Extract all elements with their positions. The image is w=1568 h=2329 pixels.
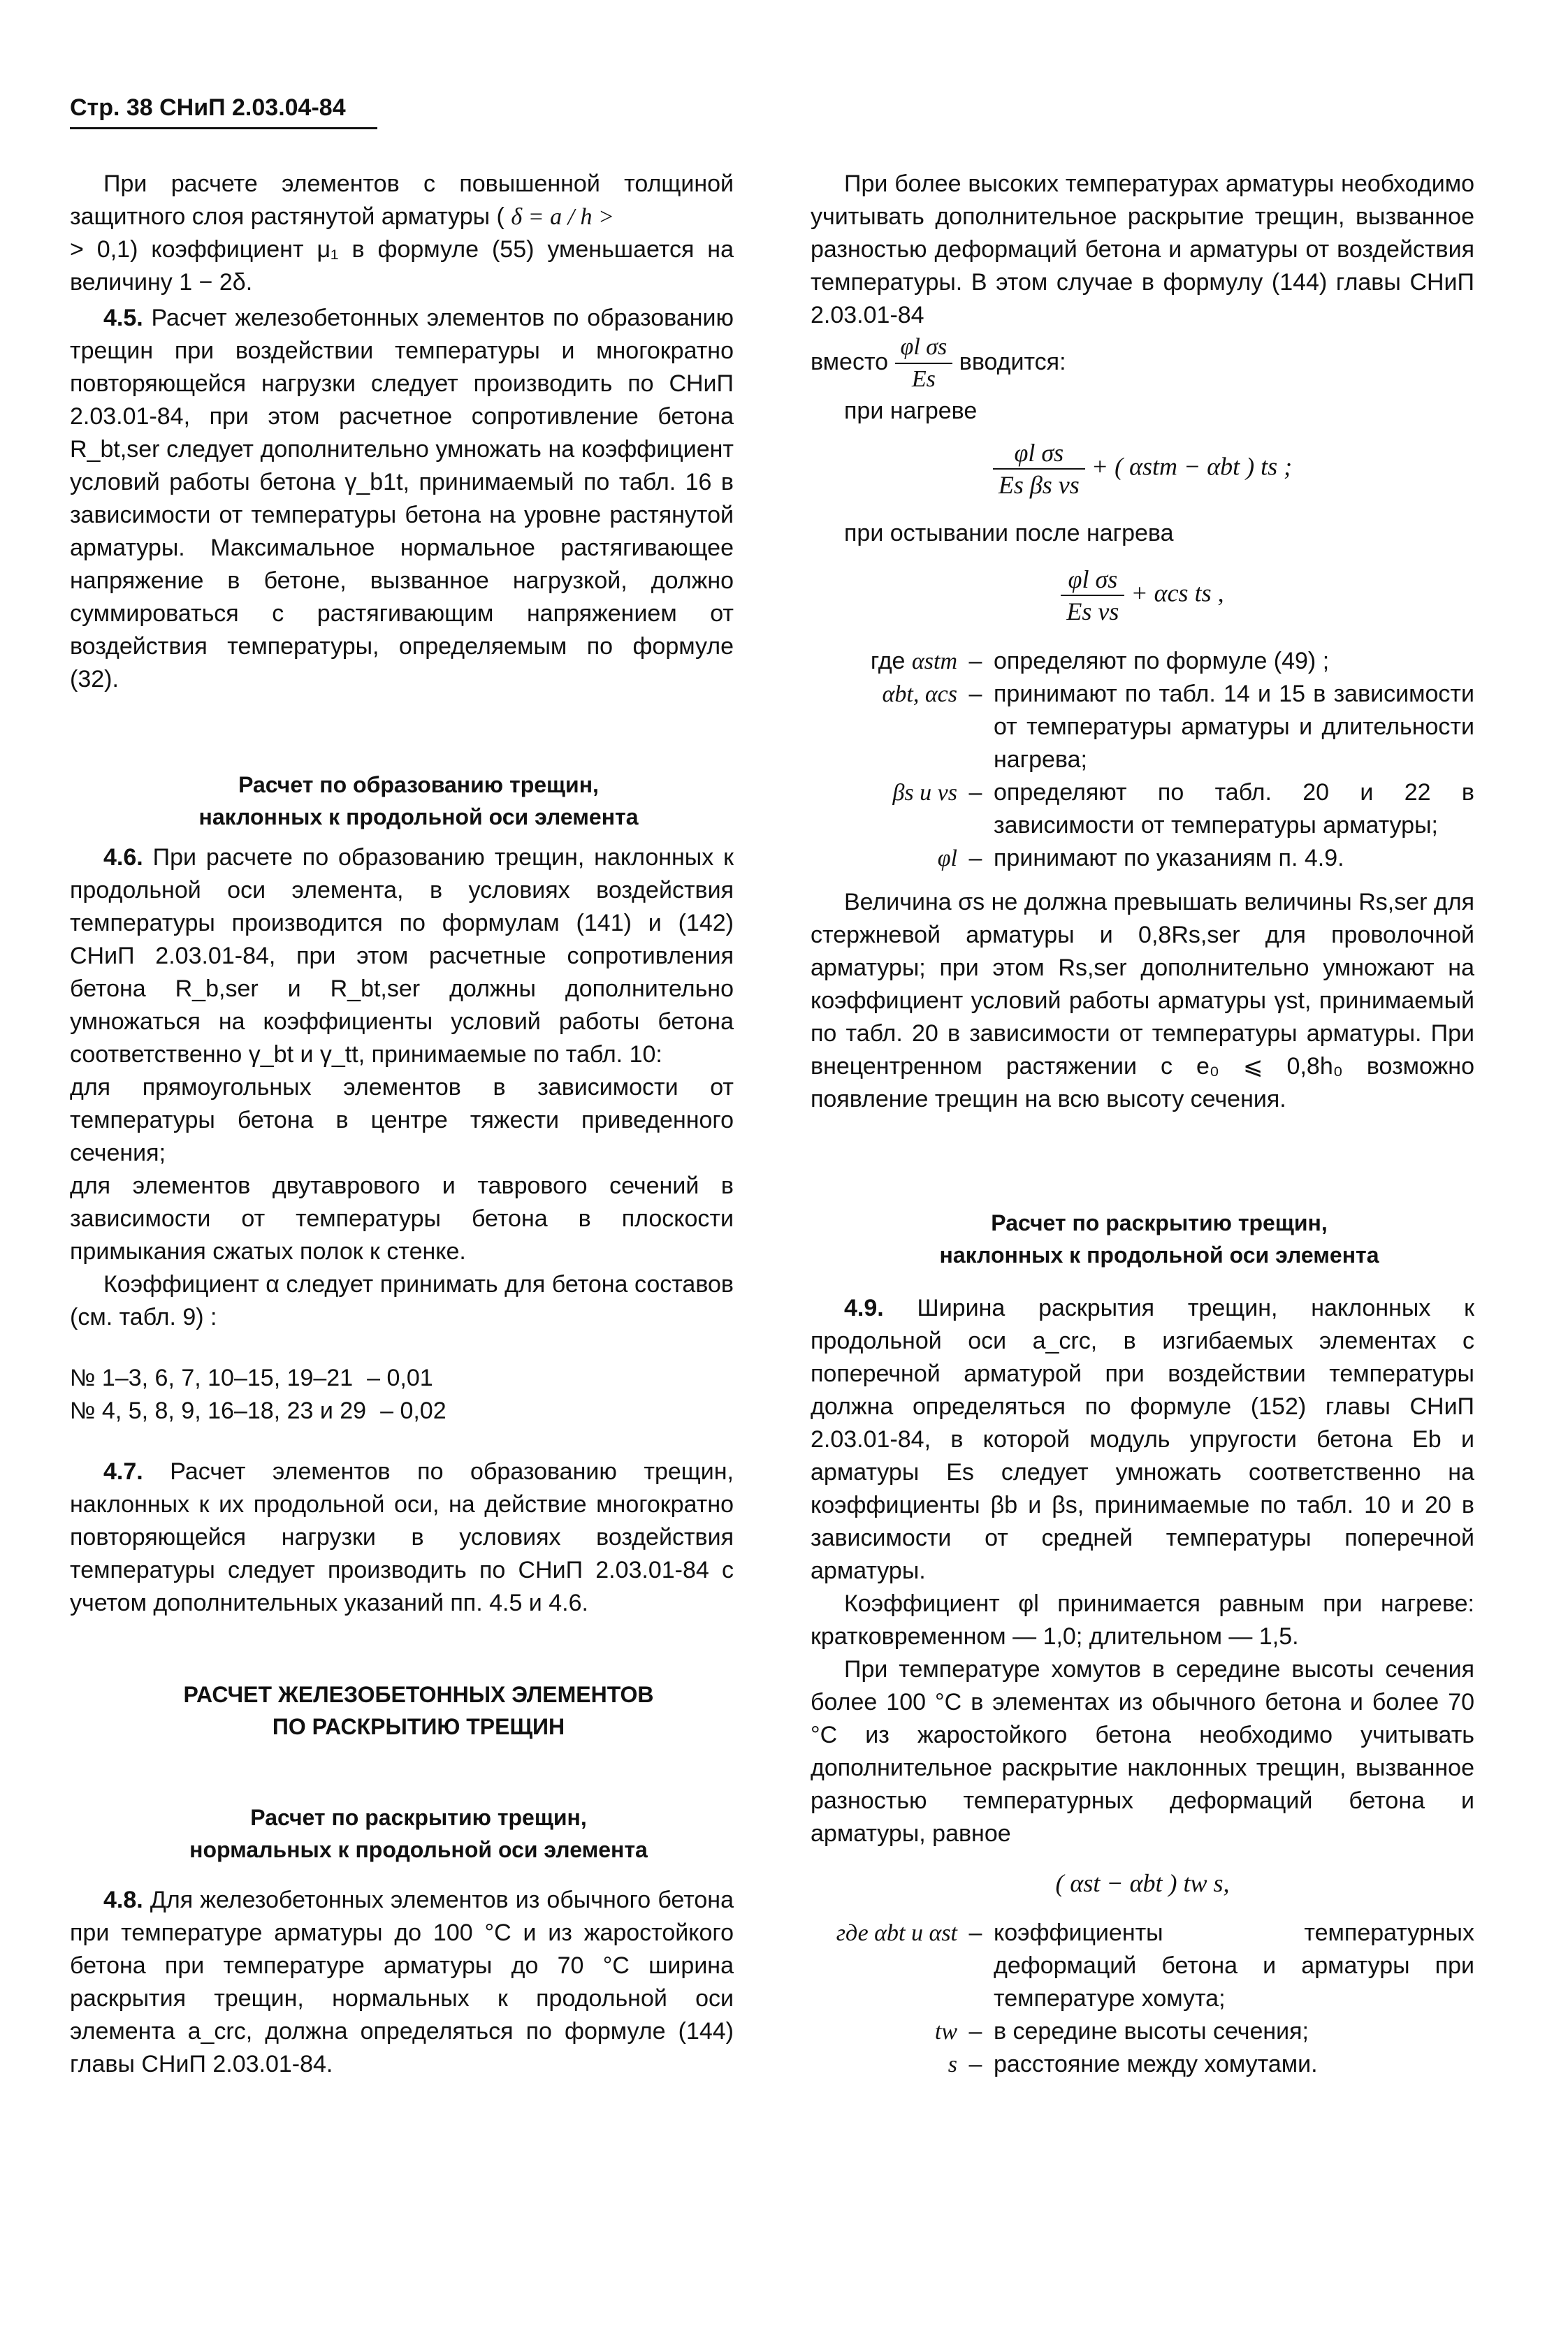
where-list	[811, 1917, 1474, 2081]
section-heading: Расчет по раскрытию трещин,	[250, 1805, 587, 1830]
section-heading: Расчет по раскрытию трещин,	[991, 1210, 1328, 1235]
chapter-heading-line2: ПО РАСКРЫТИЮ ТРЕЩИН	[272, 1714, 565, 1739]
where-list	[811, 645, 1474, 875]
clause-number: 4.5.	[103, 305, 143, 331]
where-text: коэффициенты температурных деформаций бетона и арматуры при температуре хомута;	[994, 1920, 1474, 2012]
formula-heating	[811, 437, 1474, 500]
paragraph-4-9	[811, 1292, 1474, 1588]
list-label: № 1–3, 6, 7, 10–15, 19–21	[70, 1365, 354, 1391]
paragraph-4-7	[70, 1456, 734, 1620]
where-dash: –	[968, 2018, 982, 2045]
where-symbol: αbt, αcs	[882, 681, 957, 707]
where-symbol: где αbt и αst	[836, 1920, 957, 1946]
section-heading: Расчет по образованию трещин,	[238, 772, 599, 797]
heating-label: при нагреве	[844, 398, 978, 424]
where-text: расстояние между хомутами.	[994, 2051, 1318, 2077]
where-symbol: φl	[937, 846, 957, 871]
where-text: принимают по указаниям п. 4.9.	[994, 845, 1344, 871]
fraction-numerator: φl σs	[895, 332, 953, 364]
list-label: № 4, 5, 8, 9, 16–18, 23 и 29	[70, 1398, 367, 1424]
clause-text: Ширина раскрытия трещин, наклонных к продольной оси a_crc, в изгибаемых элементах с поперечной арматурой при воздействии температуры должна определяться по формуле (152) главы СНиП 2.03.01-84, в которой модуль упругости бетона Eb и арматуры Es следует умножать соответственно на коэффициенты βb и βs, принимаемые по табл. 10 и 20 в зависимости от средней температуры поперечной арматуры.	[811, 1295, 1475, 1584]
formula-stirrups: ( αst − αbt ) tw s,	[1055, 1869, 1230, 1897]
formula-fraction	[1061, 564, 1124, 627]
page-header: Стр. 38 СНиП 2.03.04-84	[70, 92, 377, 129]
delta-formula: δ = a / h >	[511, 204, 614, 230]
paragraph-4-9-stirrups: При температуре хомутов в середине высоты сечения более 100 °С в элементах из обычного бетона и более 70 °С из жаростойкого бетона необходимо учитывать дополнительное раскрытие наклонных трещин, вызванное разностью температурных деформаций бетона и арматуры, равное	[811, 1656, 1474, 1847]
list-value: – 0,02	[380, 1398, 447, 1424]
section-heading-line2: наклонных к продольной оси элемента	[939, 1242, 1379, 1268]
vvoditsya-word: вводится:	[959, 348, 1066, 375]
where-symbol: βs и νs	[892, 780, 957, 806]
clause-text: Расчет элементов по образованию трещин, наклонных к их продольной оси, на действие многократно повторяющейся нагрузки в условиях воздействия температуры следует производить по СНиП 2.03.01-84 с учетом дополнительных указаний пп. 4.5 и 4.6.	[70, 1458, 734, 1616]
where-text: определяют по формуле (49) ;	[994, 648, 1330, 674]
paragraph-intro	[70, 168, 734, 233]
clause-number: 4.6.	[103, 844, 143, 871]
right-column	[811, 168, 1474, 2081]
fraction-denominator: Es νs	[1066, 597, 1119, 625]
clause-number: 4.9.	[844, 1295, 884, 1321]
paragraph-4-6-rect: для прямоугольных элементов в зависимости от температуры бетона в центре тяжести приведенного сечения;	[70, 1074, 734, 1166]
clause-text: Для железобетонных элементов из обычного бетона при температуре арматуры до 100 °С и из жаростойкого бетона при температуре арматуры до 70 °С ширина раскрытия трещин, нормальных к продольной оси элемента a_crc, должна определяться по формуле (144) главы СНиП 2.03.01-84.	[70, 1887, 734, 2077]
where-symbol: s	[948, 2052, 957, 2077]
clause-number: 4.7.	[103, 1458, 143, 1485]
intro-text-a: При расчете элементов с повышенной толщиной защитного слоя растянутой арматуры (	[70, 170, 734, 230]
where-dash: –	[968, 648, 982, 674]
list-item	[70, 1362, 734, 1395]
paragraph-high-temp: При более высоких температурах арматуры необходимо учитывать дополнительное раскрытие трещин, вызванное разностью деформаций бетона и арматуры от воздействия температуры. В этом случае в формулу (144) главы СНиП 2.03.01-84	[811, 170, 1474, 328]
clause-number: 4.8.	[103, 1887, 143, 1913]
paragraph-4-8	[70, 1884, 734, 2081]
clause-text: При расчете по образованию трещин, наклонных к продольной оси элемента, в условиях воздействия температуры производится по формулам (141) и (142) СНиП 2.03.01-84, при этом расчетные сопротивления бетона R_b,ser и R_bt,ser должны дополнительно умножаться на коэффициенты условий работы бетона соответственно γ_bt и γ_tt, принимаемые по табл. 10:	[70, 844, 734, 1068]
where-dash: –	[968, 845, 982, 871]
where-symbol: tw	[934, 2019, 957, 2045]
fraction-denominator: Es βs νs	[998, 471, 1080, 499]
section-heading-line2: нормальных к продольной оси элемента	[189, 1837, 648, 1862]
chapter-heading: РАСЧЕТ ЖЕЛЕЗОБЕТОННЫХ ЭЛЕМЕНТОВ	[183, 1682, 654, 1707]
where-dash: –	[968, 1920, 982, 1946]
list-value: – 0,01	[367, 1365, 433, 1391]
where-symbol: где αstm	[870, 648, 957, 674]
paragraph-4-5	[70, 302, 734, 696]
where-text: определяют по табл. 20 и 22 в зависимости от температуры арматуры;	[994, 779, 1474, 839]
inline-fraction	[895, 332, 953, 395]
paragraph-sigma-limit: Величина σs не должна превышать величины Rs,ser для стержневой арматуры и 0,8Rs,ser для проволочной арматуры; при этом Rs,ser дополнительно умножают на коэффициент условий работы арматуры γst, принимаемый по табл. 20 в зависимости от температуры арматуры. При внецентренном растяжении с e₀ ⩽ 0,8h₀ возможно появление трещин на всю высоту сечения.	[811, 889, 1474, 1112]
paragraph-4-6	[70, 841, 734, 1071]
fraction-denominator: Es	[911, 366, 936, 392]
where-dash: –	[968, 779, 982, 806]
formula-tail: + αcs ts ,	[1131, 579, 1224, 607]
cooling-label: при остывании после нагрева	[844, 520, 1174, 546]
list-item	[70, 1395, 734, 1428]
formula-cooling	[811, 564, 1474, 627]
paragraph-4-6-alpha: Коэффициент α следует принимать для бетона составов (см. табл. 9) :	[70, 1271, 734, 1330]
where-word: где	[870, 648, 906, 674]
formula-fraction	[993, 437, 1085, 500]
paragraph-4-6-tee: для элементов двутаврового и таврового сечений в зависимости от температуры бетона в плоскости примыкания сжатых полок к стенке.	[70, 1173, 734, 1265]
vmesto-word: вместо	[811, 348, 889, 375]
section-heading-line2: наклонных к продольной оси элемента	[198, 804, 639, 829]
where-dash: –	[968, 681, 982, 707]
vmesto-line	[811, 332, 1474, 395]
paragraph-4-9-phi: Коэффициент φl принимается равным при нагреве: кратковременном — 1,0; длительном — 1,5.	[811, 1590, 1474, 1650]
clause-text: Расчет железобетонных элементов по образованию трещин при воздействии температуры и многократно повторяющейся нагрузки следует производить по СНиП 2.03.01-84, при этом расчетное сопротивление бетона R_bt,ser следует дополнительно умножать на коэффициент условий работы бетона γ_b1t, принимаемый по табл. 16 в зависимости от температуры бетона на уровне растянутой арматуры. Максимальное нормальное растягивающее напряжение в бетоне, вызванное нагрузкой, должно суммироваться с растягивающим напряжением от воздействия температуры, определяемым по формуле (32).	[70, 305, 734, 692]
left-column	[70, 168, 734, 2081]
where-text: принимают по табл. 14 и 15 в зависимости от температуры арматуры и длительности нагрева;	[994, 681, 1474, 773]
where-dash: –	[968, 2051, 982, 2077]
where-text: в середине высоты сечения;	[994, 2018, 1309, 2045]
fraction-numerator: φl σs	[993, 437, 1085, 470]
intro-text-b: > 0,1) коэффициент μ₁ в формуле (55) уменьшается на величину 1 − 2δ.	[70, 236, 734, 296]
fraction-numerator: φl σs	[1061, 564, 1124, 596]
formula-tail: + ( αstm − αbt ) ts ;	[1091, 452, 1293, 481]
